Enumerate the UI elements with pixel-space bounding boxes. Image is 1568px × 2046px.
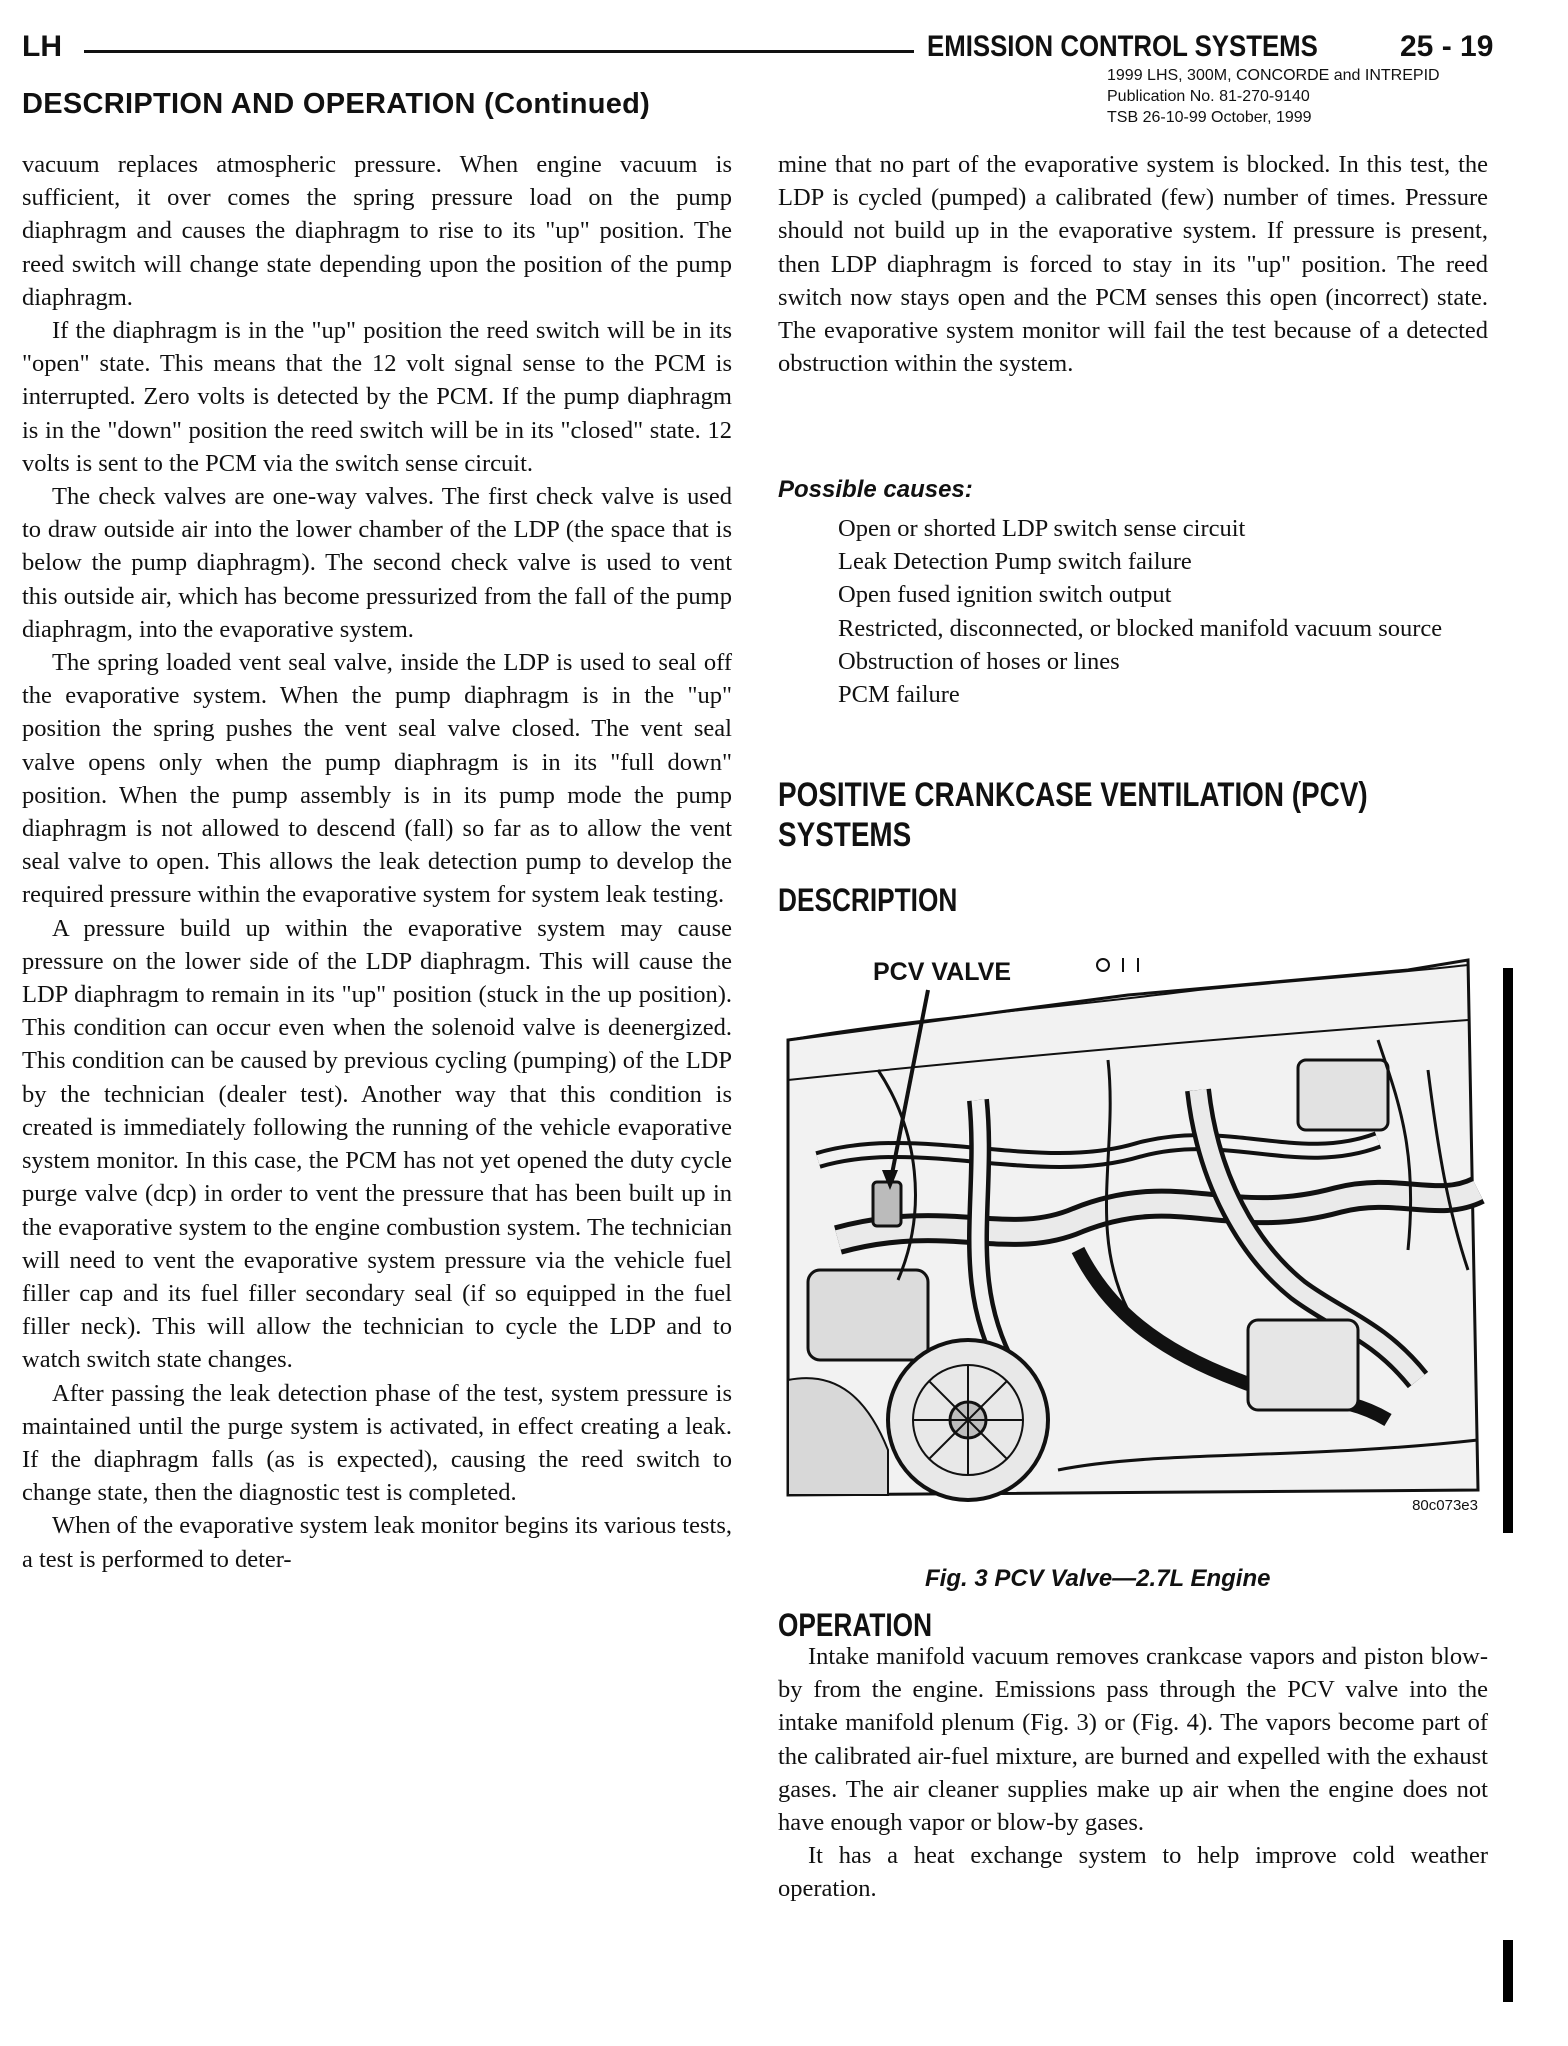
page-header <box>22 28 1532 68</box>
pcv-valve-figure <box>778 950 1498 1520</box>
operation-heading: OPERATION <box>778 1607 933 1643</box>
figure-label: PCV VALVE <box>873 958 1011 986</box>
engine-illustration <box>778 950 1498 1520</box>
possible-causes-title: Possible causes: <box>778 476 973 503</box>
cause-item: Open or shorted LDP switch sense circuit <box>838 515 1246 542</box>
paragraph: It has a heat exchange system to help improve cold weather operation. <box>778 1842 1488 1903</box>
operation-text <box>778 1640 1488 1906</box>
paragraph: The check valves are one-way valves. The first check valve is used to draw outside air into the lower chamber of the LDP (the space that is below the pump diaphragm). The second check valve is used to vent this outside air, which has become pressurized from the fall of the pump diaphragm, into the evaporative system. <box>22 483 732 643</box>
header-page-number: 25 - 19 <box>1400 30 1494 63</box>
paragraph: mine that no part of the evaporative system is blocked. In this test, the LDP is cycled (pumped) a calibrated (few) number of times. Pressure should not build up in the evaporative system. If pressure is present, then LDP diaphragm is forced to stay in its "up" position. The reed switch now stays open and the PCM senses this open (incorrect) state. The evaporative system monitor will fail the test because of a detected obstruction within the system. <box>778 151 1488 378</box>
paragraph: Intake manifold vacuum removes crankcase vapors and piston blow-by from the engine. Emissions pass through the PCV valve into the intake manifold plenum (Fig. 3) or (Fig. 4). The vapors become part of the calibrated air-fuel mixture, are burned and expelled with the exhaust gases. The air cleaner supplies make up air when the engine does not have enough vapor or blow-by gases. <box>778 1643 1488 1837</box>
change-bar <box>1503 1940 1513 2002</box>
cause-item: Obstruction of hoses or lines <box>838 647 1120 675</box>
description-heading: DESCRIPTION <box>778 882 958 918</box>
paragraph: vacuum replaces atmospheric pressure. When engine vacuum is sufficient, it over comes the spring pressure load on the pump diaphragm and causes the diaphragm to rise to its "up" position. The reed switch will change state depending upon the position of the pump diaphragm. <box>22 151 732 311</box>
header-left-tag: LH <box>22 30 62 63</box>
paragraph: When of the evaporative system leak monitor begins its various tests, a test is performed to deter- <box>22 1512 732 1573</box>
pub-number: Publication No. 81-270-9140 <box>1107 88 1310 105</box>
change-bar <box>1503 968 1513 1533</box>
cause-item: Open fused ignition switch output <box>838 581 1172 609</box>
left-column <box>22 148 732 1576</box>
figure-caption: Fig. 3 PCV Valve—2.7L Engine <box>925 1565 1271 1592</box>
continued-heading: DESCRIPTION AND OPERATION (Continued) <box>22 88 651 120</box>
pub-tsb: TSB 26-10-99 October, 1999 <box>1107 109 1312 126</box>
cause-item: Leak Detection Pump switch failure <box>838 548 1192 576</box>
paragraph: After passing the leak detection phase of the test, system pressure is maintained until the purge system is activated, in effect creating a leak. If the diaphragm falls (as is expected), causing the reed switch to change state, then the diagnostic test is completed. <box>22 1379 732 1507</box>
publication-info <box>1107 65 1440 128</box>
header-section-title: EMISSION CONTROL SYSTEMS <box>927 30 1318 63</box>
header-rule <box>84 50 914 53</box>
paragraph: If the diaphragm is in the "up" position the reed switch will be in its "open" state. This means that the 12 volt signal sense to the PCM is interrupted. Zero volts is detected by the PCM. If the pump diaphragm is in the "down" position the reed switch will be in its "closed" state. 12 volts is sent to the PCM via the switch sense circuit. <box>22 317 732 477</box>
possible-causes-list <box>778 512 1488 711</box>
cause-item: Restricted, disconnected, or blocked manifold vacuum source <box>838 614 1443 642</box>
pcv-section-title: POSITIVE CRANKCASE VENTILATION (PCV) SYSTEMS <box>778 776 1368 854</box>
paragraph: A pressure build up within the evaporative system may cause pressure on the lower side of the LDP diaphragm. This will cause the LDP diaphragm to remain in its "up" position (stuck in the up position). This condition can occur even when the solenoid valve is deenergized. This condition can be caused by previous cycling (pumping) of the LDP by the technician (dealer test). Another way that this condition is created is immediately following the running of the vehicle evaporative system monitor. In this case, the PCM has not yet opened the duty cycle purge valve (dcp) in order to vent the pressure that has been built up in the evaporative system to the engine combustion system. The technician will need to vent the evaporative system pressure via the vehicle fuel filler cap and its fuel filler secondary seal (if so equipped in the fuel filler neck). This will allow the technician to cycle the LDP and to watch switch state changes. <box>22 914 732 1374</box>
pub-models: 1999 LHS, 300M, CONCORDE and INTREPID <box>1107 67 1440 84</box>
cause-item: PCM failure <box>838 681 960 709</box>
paragraph: The spring loaded vent seal valve, inside the LDP is used to seal off the evaporative system. When the pump diaphragm is in the "up" position the spring pushes the vent seal valve closed. The vent seal valve opens only when the pump diaphragm is in its "full down" position. When the pump assembly is in its pump mode the pump diaphragm is not allowed to descend (fall) so far as to allow the vent seal valve to open. This allows the leak detection pump to develop the required pressure within the evaporative system for system leak testing. <box>22 649 732 909</box>
right-column-top <box>778 148 1488 380</box>
figure-id: 80c073e3 <box>1412 1497 1478 1514</box>
